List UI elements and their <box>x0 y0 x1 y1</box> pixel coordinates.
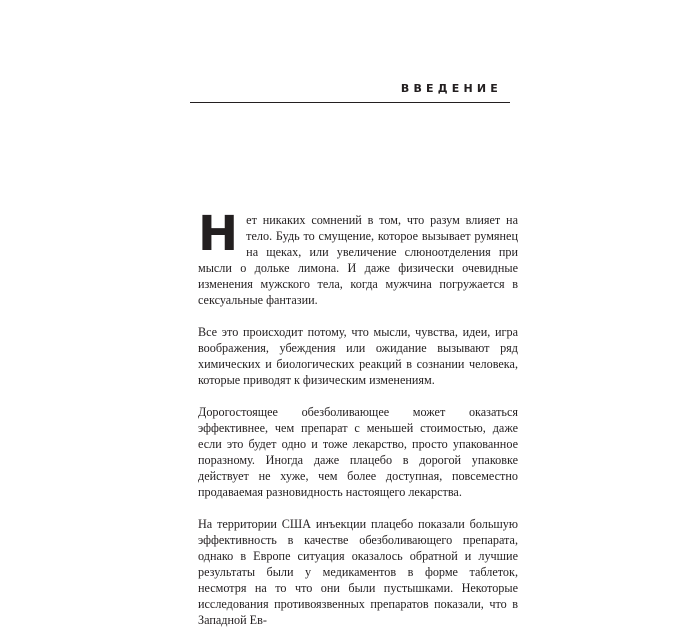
paragraph-3: Дорогостоящее обезболивающее может оказаться эффективнее, чем препарат с меньшей стоимостью, даже если это будет одно и тоже лекарство, просто упакованное поразному. Иногда даже плацебо в дорогой упаковке действует не хуже, чем более доступная, повсеместно продаваемая разновидность настоящего лекарства. <box>198 405 518 499</box>
paragraph-2: Все это происходит потому, что мысли, чувства, идеи, игра воображения, убеждения или ожидание вызывают ряд химических и биологических реакций в сознании человека, которые приводят к физическим изменениям. <box>198 325 518 387</box>
body-text <box>198 206 518 644</box>
paragraph-1-text: ет никаких сомнений в том, что разум влияет на тело. Будь то смущение, которое вызывает румянец на щеках, или увеличение слюноотделения при мысли о дольке лимона. И даже физически очевидные изменения мужского тела, когда мужчина погружается в сексуальные фантазии. <box>198 213 518 307</box>
paragraph-4: На территории США инъекции плацебо показали большую эффективность в качестве обезболивающего препарата, однако в Европе ситуация оказалось обратной и лучшие результаты были у медикаментов в форме таблеток, несмотря на то что они были пустышками. Некоторые исследования противоязвенных препаратов показали, что в Западной Ев- <box>198 517 518 627</box>
section-title: ВВЕДЕНИЕ <box>400 82 502 95</box>
drop-cap: Н <box>198 206 239 262</box>
section-header <box>190 80 510 104</box>
header-rule <box>190 102 510 103</box>
paragraph-1 <box>198 206 518 308</box>
